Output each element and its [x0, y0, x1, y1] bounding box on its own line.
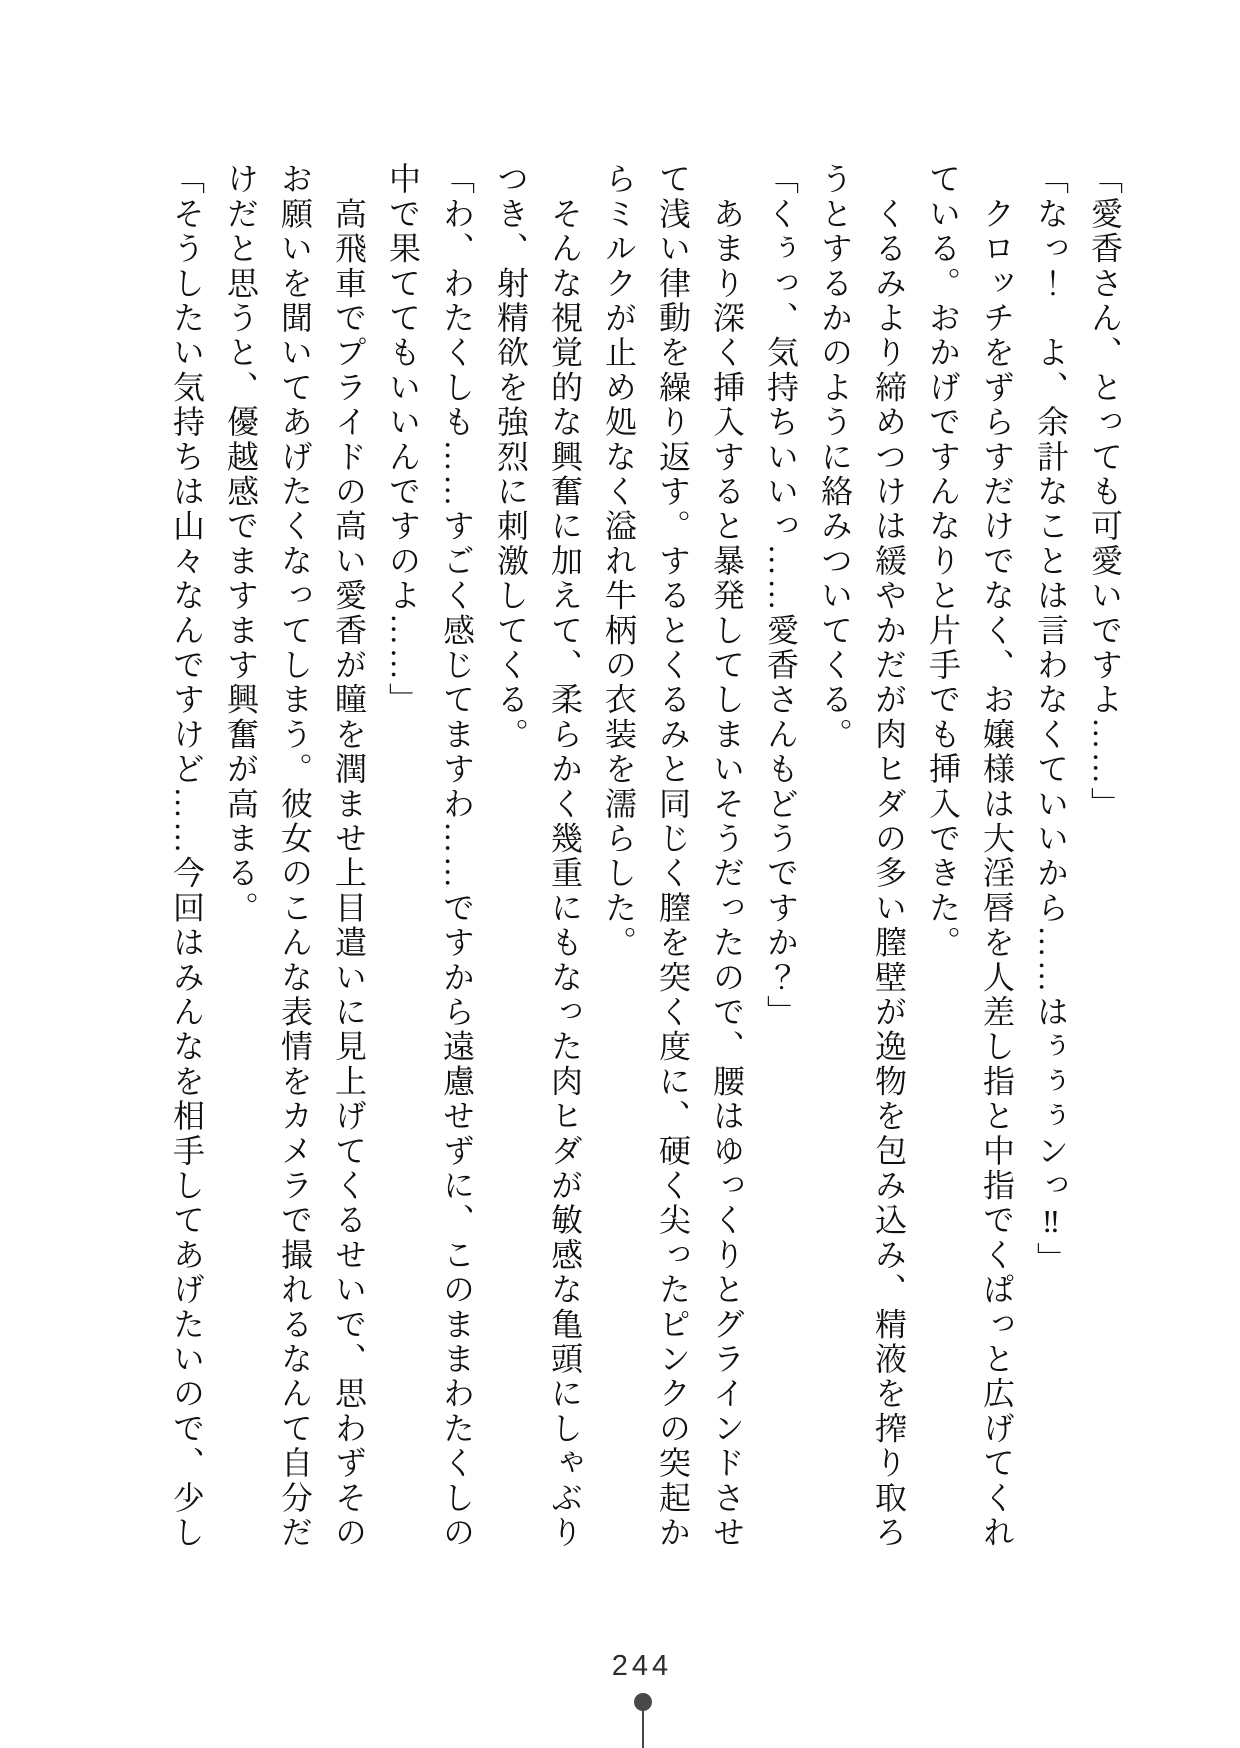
footer-circle-mark: [634, 1693, 652, 1711]
text-column: くるみより締めつけは緩やかだが肉ヒダの多い膣壁が逸物を包み込み、精液を搾り取ろ: [871, 162, 907, 1550]
text-column: 「くぅっ、気持ちいいっ……愛香さんもどうですか？」: [763, 162, 799, 1030]
text-column: けだと思うと、優越感でますます興奮が高まる。: [223, 162, 259, 926]
text-column: クロッチをずらすだけでなく、お嬢様は大淫唇を人差し指と中指でくぱっと広げてくれ: [979, 162, 1015, 1550]
text-column: らミルクが止め処なく溢れ牛柄の衣装を濡らした。: [601, 162, 637, 961]
text-column: て浅い律動を繰り返す。するとくるみと同じく膣を突く度に、硬く尖ったピンクの突起か: [655, 162, 691, 1550]
text-column: 中で果ててもいいんですのよ……」: [385, 162, 421, 718]
text-column: お願いを聞いてあげたくなってしまう。彼女のこんな表情をカメラで撮れるなんて自分だ: [277, 162, 313, 1550]
text-block: [160, 162, 1132, 1554]
text-column: つき、射精欲を強烈に刺激してくる。: [493, 162, 529, 752]
page-number: 244: [611, 1650, 673, 1682]
text-column: そんな視覚的な興奮に加えて、柔らかく幾重にもなった肉ヒダが敏感な亀頭にしゃぶり: [547, 162, 583, 1550]
text-column: 「そうしたい気持ちは山々なんですけど……今回はみんなを相手してあげたいので、少し: [169, 162, 205, 1550]
text-column: うとするかのように絡みついてくる。: [817, 162, 853, 752]
text-column: 高飛車でプライドの高い愛香が瞳を潤ませ上目遣いに見上げてくるせいで、思わずその: [331, 162, 367, 1550]
text-column: 「愛香さん、とっても可愛いですよ……」: [1087, 162, 1123, 822]
footer-rule-line: [642, 1710, 644, 1748]
text-column: 「なっ！ よ、余計なことは言わなくていいから……はぅぅぅンっ‼」: [1033, 162, 1069, 1277]
text-column: あまり深く挿入すると暴発してしまいそうだったので、腰はゆっくりとグラインドさせ: [709, 162, 745, 1550]
text-column: ている。おかげですんなりと片手でも挿入できた。: [925, 162, 961, 961]
text-column: 「わ、わたくしも……すごく感じてますわ……ですから遠慮せずに、このままわたくしの: [439, 162, 475, 1550]
